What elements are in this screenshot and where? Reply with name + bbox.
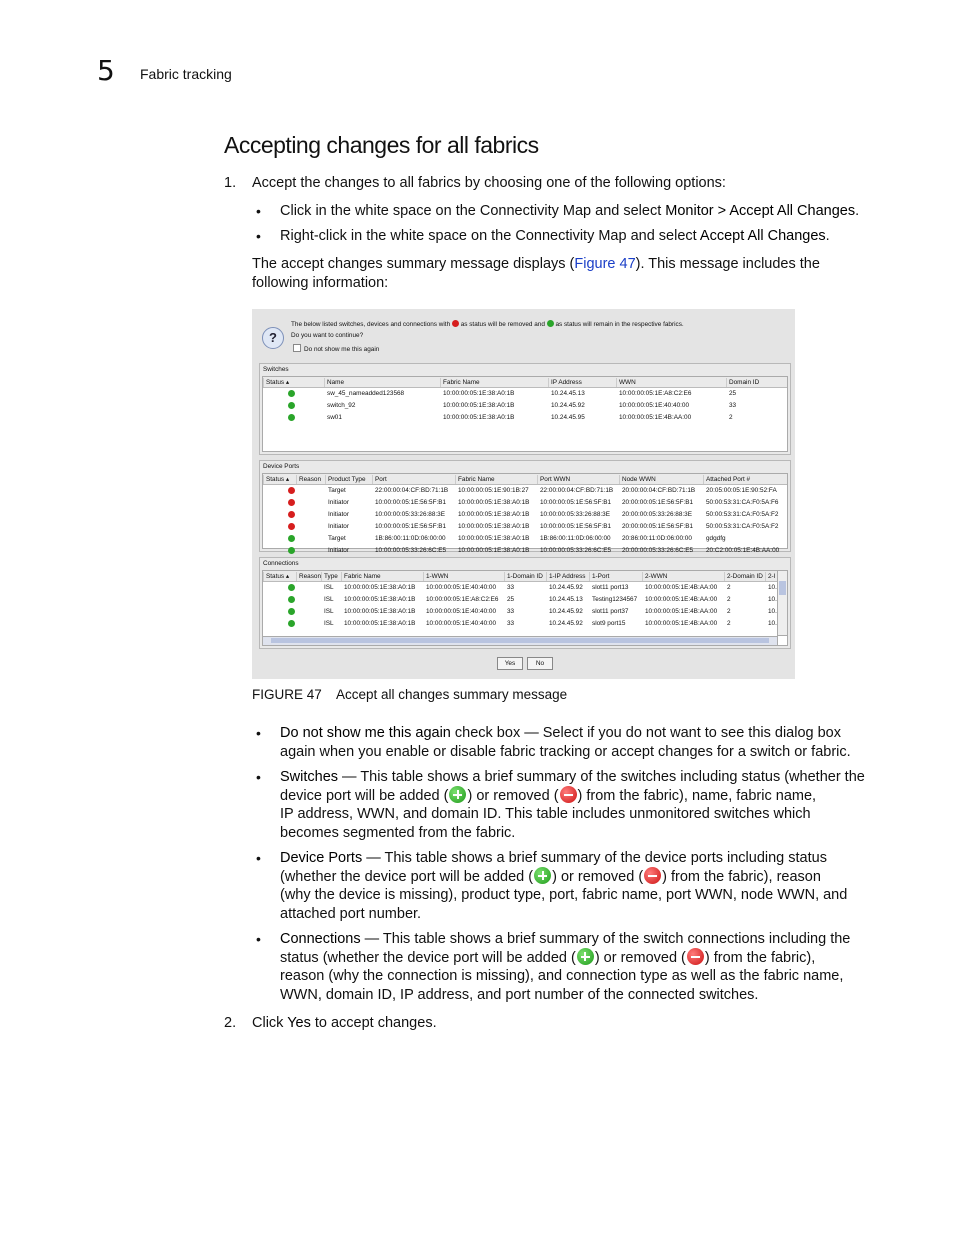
table-cell: 20:05:00:05:1E:90:52:FA	[706, 487, 777, 494]
table-cell: sw01	[327, 414, 342, 421]
table-cell: 10.24.45.92	[551, 402, 585, 409]
table-row[interactable]	[263, 412, 787, 424]
table-cell: 10:00:00:05:1E:38:A0:1B	[458, 511, 530, 518]
table-cell: 2	[727, 608, 731, 615]
table-cell: 10:00:00:05:1E:38:A0:1B	[458, 535, 530, 542]
item-text: ) from the fabric),	[704, 950, 816, 966]
bullet-2	[280, 227, 830, 246]
add-icon	[288, 547, 295, 554]
connections-panel	[259, 557, 791, 649]
table-cell: 33	[507, 584, 515, 591]
figure-link[interactable]: Figure 47	[574, 256, 636, 272]
add-icon	[288, 584, 295, 591]
keyword: Connections	[280, 931, 361, 947]
menu-item: Accept All Changes	[699, 228, 826, 244]
bullet-dot: •	[256, 203, 261, 219]
table-cell: 33	[507, 620, 515, 627]
add-icon	[449, 786, 466, 803]
table-cell: 22:00:00:04:CF:BD:71:1B	[375, 487, 449, 494]
chapter-title: Fabric tracking	[140, 66, 232, 82]
table-cell: 2	[727, 584, 731, 591]
item-connections-2	[280, 948, 815, 968]
message-text: The below listed switches, devices and connections with	[291, 321, 451, 328]
add-icon	[288, 402, 295, 409]
table-cell: 2	[727, 620, 731, 627]
table-cell: 10:00:00:05:1E:38:A0:1B	[344, 584, 416, 591]
column-header[interactable]: Status ▴	[263, 378, 289, 387]
dont-show-checkbox[interactable]	[293, 344, 379, 353]
column-header[interactable]: Reason	[296, 475, 321, 484]
table-cell: 20:86:00:11:0D:06:00:00	[622, 535, 692, 542]
table-row[interactable]	[263, 509, 787, 521]
bullet-2-text: Right-click in the white space on the Connectivity Map and select	[280, 228, 700, 244]
keyword: Switches	[280, 769, 339, 785]
message-text: as status will be removed and	[460, 321, 545, 328]
item-device-ports-3: (why the device is missing), product type, port, fabric name, port WWN, node WWN, and	[280, 887, 848, 903]
column-header[interactable]: Status ▴	[263, 475, 289, 484]
table-cell: 10.24.45.13	[551, 390, 585, 397]
chapter-number: 5	[97, 54, 115, 87]
item-text: — This table shows a brief summary of the device ports including status	[362, 850, 827, 866]
table-cell: 20:00:00:05:1E:56:5F:B1	[622, 523, 694, 530]
table-cell: ISL	[324, 596, 334, 603]
switches-title: Switches	[263, 366, 289, 373]
column-header[interactable]: 2-WWN	[642, 572, 667, 581]
period: .	[825, 228, 830, 244]
add-icon	[288, 390, 295, 397]
table-cell: 10:00:00:05:1E:38:A0:1B	[344, 608, 416, 615]
scroll-thumb[interactable]	[271, 638, 769, 643]
remove-icon	[560, 786, 577, 803]
table-cell: 10:00:00:05:1E:38:A0:1B	[344, 620, 416, 627]
column-header[interactable]: Fabric Name	[440, 378, 480, 387]
table-cell: 10:00:00:05:1E:38:A0:1B	[458, 499, 530, 506]
column-header[interactable]: 1-WWN	[423, 572, 448, 581]
device-ports-panel	[259, 460, 791, 552]
bullet-dot: •	[256, 228, 261, 244]
figure-caption-text: Accept all changes summary message	[336, 687, 568, 702]
add-icon	[534, 867, 551, 884]
table-cell: 10.24.45.92	[549, 620, 583, 627]
keyword: Device Ports	[280, 850, 363, 866]
table-cell: 33	[729, 402, 737, 409]
item-device-ports-2	[280, 867, 821, 887]
step-2-number: 2.	[224, 1015, 237, 1031]
table-cell: 10:00:00:05:1E:4B:AA:00	[645, 608, 718, 615]
table-cell: slot11 port37	[592, 608, 629, 615]
column-header[interactable]: 1-IP Address	[546, 572, 585, 581]
column-header[interactable]: Name	[324, 378, 344, 387]
column-header[interactable]: IP Address	[548, 378, 582, 387]
table-row[interactable]	[263, 485, 787, 497]
item-text: ) from the fabric), name, fabric name,	[577, 788, 817, 804]
table-cell: 10:00:00:05:1E:40:40:00	[619, 402, 690, 409]
table-row[interactable]	[263, 618, 787, 630]
table-cell: ISL	[324, 584, 334, 591]
table-cell: 10:00:00:05:1E:4B:AA:00	[645, 620, 718, 627]
connections-title: Connections	[263, 560, 299, 567]
table-cell: 10.	[768, 584, 777, 591]
add-icon	[547, 320, 554, 327]
item-connections-3: reason (why the connection is missing), and connection type as well as the fabric name,	[280, 968, 844, 984]
table-row[interactable]	[263, 497, 787, 509]
figure-caption	[252, 687, 567, 702]
table-row[interactable]	[263, 594, 787, 606]
add-icon	[288, 620, 295, 627]
table-cell: 50:00:53:31:CA:F0:5A:F2	[706, 511, 779, 518]
column-header[interactable]: Status ▴	[263, 572, 289, 581]
item-text: ) or removed (	[552, 869, 644, 885]
table-cell: Target	[328, 535, 346, 542]
table-cell: 10:00:00:05:1E:40:40:00	[426, 608, 497, 615]
table-cell: 10:00:00:05:1E:4B:AA:00	[645, 584, 718, 591]
column-header[interactable]: Reason	[296, 572, 321, 581]
add-icon	[288, 608, 295, 615]
table-cell: Target	[328, 487, 346, 494]
bullet-dot: •	[256, 725, 261, 741]
period: .	[855, 203, 860, 219]
remove-icon	[288, 523, 295, 530]
step-2-pre: Click	[252, 1015, 288, 1031]
table-cell: 10.24.45.92	[549, 608, 583, 615]
table-cell: 20:00:00:04:CF:BD:71:1B	[622, 487, 696, 494]
message-text: as status will remain in the respective fabrics.	[555, 321, 684, 328]
item-text: ) or removed (	[594, 950, 686, 966]
table-header	[263, 474, 787, 485]
table-cell: 10:00:00:05:1E:56:5F:B1	[375, 499, 447, 506]
table-cell: 50:00:53:31:CA:F0:5A:F2	[706, 523, 779, 530]
table-cell: ISL	[324, 620, 334, 627]
item-text: ) or removed (	[467, 788, 559, 804]
table-cell: 33	[507, 608, 515, 615]
table-cell: 22:00:00:04:CF:BD:71:1B	[540, 487, 614, 494]
column-header[interactable]: Type	[321, 572, 338, 581]
table-cell: 10:00:00:05:1E:56:5F:B1	[540, 499, 612, 506]
column-header[interactable]: Attached Port #	[703, 475, 750, 484]
table-row[interactable]	[263, 388, 787, 400]
item-text: status (whether the device port will be added (	[280, 950, 576, 966]
table-cell: 10:00:00:05:1E:38:A0:1B	[344, 596, 416, 603]
column-header[interactable]: 1-Domain ID	[504, 572, 543, 581]
add-icon	[288, 596, 295, 603]
remove-icon	[288, 511, 295, 518]
table-cell: 10:00:00:05:1E:38:A0:1B	[443, 390, 515, 397]
table-cell: Testing1234567	[592, 596, 638, 603]
table-cell: 20:C2:00:05:1E:4B:AA:00	[706, 547, 780, 554]
item-text: (whether the device port will be added (	[280, 869, 534, 885]
table-cell: 25	[729, 390, 737, 397]
table-cell: 50:00:53:31:CA:F0:5A:F6	[706, 499, 779, 506]
summary-line-1	[252, 255, 820, 274]
table-cell: 10:00:00:05:1E:4B:AA:00	[619, 414, 692, 421]
column-header[interactable]: 1-Port	[589, 572, 609, 581]
item-text: check box — Select if you do not want to see this dialog box	[450, 725, 841, 741]
connections-table[interactable]	[262, 570, 788, 646]
table-cell: 2	[727, 596, 731, 603]
item-device-ports	[280, 849, 827, 868]
summary-text: The accept changes summary message displays (	[252, 256, 575, 272]
table-cell: Initiator	[328, 499, 349, 506]
table-cell: switch_92	[327, 402, 356, 409]
bullet-1-text: Click in the white space on the Connectivity Map and select	[280, 203, 666, 219]
remove-icon	[288, 487, 295, 494]
table-row[interactable]	[263, 521, 787, 533]
table-cell: 10:00:00:05:1E:A8:C2:E6	[426, 596, 499, 603]
no-button[interactable]: No	[527, 657, 553, 670]
item-device-ports-4: attached port number.	[280, 906, 422, 922]
table-cell: 10:00:00:05:33:26:88:3E	[540, 511, 611, 518]
bullet-dot: •	[256, 850, 261, 866]
table-cell: ISL	[324, 608, 334, 615]
table-cell: 20:00:00:05:33:26:6C:E5	[622, 547, 694, 554]
table-cell: slot11 port13	[592, 584, 629, 591]
checkbox-label: Do not show me this again	[304, 346, 380, 353]
table-cell: 10:00:00:05:33:26:6C:E5	[540, 547, 612, 554]
section-title: Accepting changes for all fabrics	[224, 132, 539, 158]
checkbox-box[interactable]	[293, 344, 301, 352]
item-switches-2	[280, 786, 816, 806]
table-header	[263, 377, 787, 388]
table-header	[263, 571, 787, 582]
table-cell: 10:00:00:05:1E:90:1B:27	[458, 487, 529, 494]
table-cell: 10:00:00:05:1E:56:5F:B1	[540, 523, 612, 530]
table-cell: 10.24.45.13	[549, 596, 583, 603]
question-icon: ?	[262, 327, 284, 349]
table-cell: 1B:86:00:11:0D:06:00:00	[375, 535, 446, 542]
yes-keyword: Yes	[287, 1015, 311, 1031]
remove-icon	[288, 499, 295, 506]
table-cell: 10:00:00:05:1E:A8:C2:E6	[619, 390, 692, 397]
menu-path: Monitor > Accept All Changes	[665, 203, 856, 219]
table-cell: 10:00:00:05:1E:38:A0:1B	[443, 414, 515, 421]
step-1-number: 1.	[224, 175, 237, 191]
column-header[interactable]: Node WWN	[619, 475, 656, 484]
table-cell: 10:00:00:05:1E:40:40:00	[426, 584, 497, 591]
device-ports-title: Device Ports	[263, 463, 300, 470]
item-text: — This table shows a brief summary of the switch connections including the	[360, 931, 851, 947]
add-icon	[288, 414, 295, 421]
table-cell: 20:00:00:05:1E:56:5F:B1	[622, 499, 694, 506]
column-header[interactable]: Port	[372, 475, 387, 484]
switches-panel	[259, 363, 791, 455]
item-connections	[280, 930, 850, 949]
column-header[interactable]: Fabric Name	[455, 475, 495, 484]
yes-button[interactable]: Yes	[497, 657, 523, 670]
column-header[interactable]: Domain ID	[726, 378, 759, 387]
step-1-text: Accept the changes to all fabrics by choosing one of the following options:	[252, 175, 726, 191]
table-cell: Initiator	[328, 523, 349, 530]
table-cell: Initiator	[328, 547, 349, 554]
table-cell: Initiator	[328, 511, 349, 518]
item-text: — This table shows a brief summary of the switches including status (whether the	[338, 769, 865, 785]
column-header[interactable]: WWN	[616, 378, 636, 387]
table-cell: 1B:86:00:11:0D:06:00:00	[540, 535, 611, 542]
step-2-post: to accept changes.	[310, 1015, 437, 1031]
table-cell: 10:00:00:05:1E:38:A0:1B	[458, 523, 530, 530]
keyword: Do not show me this again	[280, 725, 451, 741]
scroll-thumb[interactable]	[779, 581, 786, 595]
column-header[interactable]: Fabric Name	[341, 572, 381, 581]
table-row[interactable]	[263, 400, 787, 412]
column-header[interactable]: 2-Domain ID	[724, 572, 763, 581]
table-cell: 25	[507, 596, 515, 603]
dialog-question: Do you want to continue?	[291, 332, 364, 339]
table-row[interactable]	[263, 533, 787, 545]
table-cell: 10.	[768, 620, 777, 627]
item-connections-4: WWN, domain ID, IP address, and port number of the connected switches.	[280, 987, 759, 1003]
table-cell: 2	[729, 414, 733, 421]
table-cell: 10:00:00:05:1E:38:A0:1B	[458, 547, 530, 554]
item-switches-3: IP address, WWN, and domain ID. This table includes unmonitored switches which	[280, 806, 811, 822]
item-text: device port will be added (	[280, 788, 449, 804]
bullet-dot: •	[256, 769, 261, 785]
table-cell: 20:00:00:05:33:26:88:3E	[622, 511, 693, 518]
table-cell: 10:00:00:05:1E:38:A0:1B	[443, 402, 515, 409]
horizontal-scrollbar[interactable]	[262, 636, 778, 646]
table-cell: 10:00:00:05:33:26:6C:E5	[375, 547, 447, 554]
item-do-not-show	[280, 724, 841, 743]
bullet-1	[280, 202, 859, 221]
table-cell: 10.	[768, 596, 777, 603]
switches-table[interactable]	[262, 376, 788, 452]
table-cell: 10:00:00:05:1E:40:40:00	[426, 620, 497, 627]
column-header[interactable]: Port WWN	[537, 475, 570, 484]
device-ports-table[interactable]	[262, 473, 788, 554]
dialog-message	[291, 320, 684, 328]
add-icon	[577, 948, 594, 965]
vertical-scrollbar[interactable]	[777, 570, 788, 636]
table-row[interactable]	[263, 606, 787, 618]
item-text: ) from the fabric), reason	[662, 869, 821, 885]
remove-icon	[452, 320, 459, 327]
table-cell: 10.	[768, 608, 777, 615]
table-cell: gdgdfg	[706, 535, 726, 542]
summary-text: ). This message includes the	[635, 256, 820, 272]
accept-changes-dialog	[252, 309, 795, 679]
item-switches-4: becomes segmented from the fabric.	[280, 825, 516, 841]
table-cell: 10:00:00:05:33:26:88:3E	[375, 511, 446, 518]
table-cell: 10.24.45.92	[549, 584, 583, 591]
table-cell: 10:00:00:05:1E:4B:AA:00	[645, 596, 718, 603]
step-2-text	[252, 1014, 437, 1033]
table-cell: sw_45_nameadded123568	[327, 390, 405, 397]
column-header[interactable]: 2-I	[765, 572, 775, 581]
item-switches	[280, 768, 865, 787]
table-row[interactable]	[263, 545, 787, 557]
table-cell: 10:00:00:05:1E:56:5F:B1	[375, 523, 447, 530]
summary-line-2: following information:	[252, 275, 389, 291]
table-row[interactable]	[263, 582, 787, 594]
figure-label: FIGURE 47	[252, 687, 322, 702]
table-cell: 10.24.45.95	[551, 414, 585, 421]
bullet-dot: •	[256, 931, 261, 947]
item-do-not-show-2: again when you enable or disable fabric tracking or accept changes for a switch or fabric.	[280, 744, 851, 760]
table-cell: slot9 port15	[592, 620, 626, 627]
remove-icon	[644, 867, 661, 884]
column-header[interactable]: Product Type	[325, 475, 366, 484]
remove-icon	[687, 948, 704, 965]
add-icon	[288, 535, 295, 542]
